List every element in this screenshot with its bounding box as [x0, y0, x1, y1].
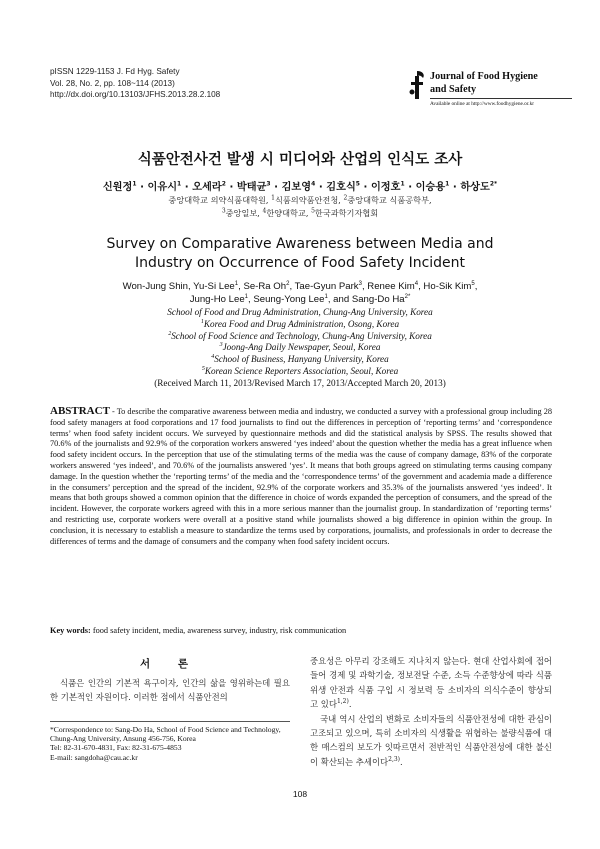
- en-aff-text: School of Food and Drug Administration, Chung-Ang University, Korea: [167, 307, 433, 317]
- en-author: Jung-Ho Lee: [189, 294, 245, 305]
- english-title-line2: Industry on Occurrence of Food Safety Incident: [134, 255, 466, 271]
- korean-authors: 신원정$^1$ · 이유시$^1$ · 오세라$^2$ · 박태균$^3$ · 김보영$^4$ · 김호식$^5$ · 이정호$^1$ · 이승용$^1$ · 하상도$^{2*}$: [102, 180, 498, 193]
- available-online[interactable]: Available online at http://www.foodhygiene.or.kr: [430, 101, 534, 107]
- logo-divider: [430, 98, 572, 99]
- page-number: 108: [292, 789, 308, 799]
- en-aff-text: School of Business, Hanyang University, Korea: [214, 354, 389, 365]
- en-aff-line: [0, 342, 600, 354]
- correspondence-footnote: [50, 725, 296, 762]
- ko-aff-text: 중앙일보,: [225, 208, 263, 218]
- intro-text: 국내 역시 산업의 변화로 소비자들의 식품안전성에 대한 관심이 고조되고 있으며, 특히 소비자의 식생활을 위협하는 불량식품에 대한 매스컴의 보도가 잇따르면서 전반적인 식품안전성에 대한 불신이 확산되는 추세이다: [310, 713, 552, 767]
- received-dates: (Received March 11, 2013/Revised March 17, 2013/Accepted March 20, 2013): [154, 377, 446, 388]
- ko-author-sup: 1: [445, 180, 450, 188]
- ko-aff-text: 한양대학교,: [266, 208, 312, 218]
- english-authors: [0, 280, 600, 306]
- issn-line: pISSN 1229-1153 J. Fd Hyg. Safety: [50, 67, 180, 76]
- en-author: , Se-Ra Oh: [238, 281, 287, 292]
- ko-aff-sup: 2: [343, 194, 348, 202]
- keywords-label: Key words:: [50, 626, 91, 635]
- ko-author: 김보영: [281, 182, 312, 193]
- en-author: , and Sang-Do Ha: [327, 294, 405, 305]
- footnote-line: Tel: 82-31-670-4831, Fax: 82-31-675-4853: [50, 743, 182, 753]
- en-author: , Renee Kim: [361, 281, 415, 292]
- ko-aff-sup: 3: [221, 207, 226, 215]
- ko-author: 이유시: [147, 182, 178, 193]
- ko-author-sup: 4: [311, 180, 316, 188]
- ko-author: 신원정: [102, 182, 133, 193]
- en-aff-line: [0, 319, 600, 331]
- en-aff-text: Korea Food and Drug Administration, Osong, Korea: [203, 318, 400, 329]
- en-authors-line2: [0, 293, 600, 306]
- ko-author: 하상도: [460, 182, 490, 193]
- ko-author: 김호식: [326, 182, 356, 193]
- keywords-text: food safety incident, media, awareness survey, industry, risk communication: [90, 626, 347, 635]
- ko-author-sup: 2*: [489, 180, 498, 188]
- en-author-sup: 1: [234, 280, 239, 287]
- en-author-sup: 4: [414, 280, 419, 287]
- ko-author: 이승용: [415, 182, 446, 193]
- volume-line: Vol. 28, No. 2, pp. 108~114 (2013): [50, 78, 175, 88]
- ko-aff-text: 한국과학기자협회: [314, 208, 379, 218]
- footnote-email[interactable]: E-mail: sangdoha@cau.ac.kr: [50, 752, 138, 762]
- ko-author-sup: 5: [355, 180, 360, 188]
- intro-paragraph: [310, 654, 552, 712]
- en-author-sup: 2*: [404, 293, 411, 300]
- ko-author: 이정호: [370, 182, 401, 193]
- en-aff-sup: 2: [168, 330, 172, 337]
- journal-citation: [50, 66, 220, 101]
- ko-author: 오세라: [192, 182, 222, 193]
- en-aff-text: Joong-Ang Daily Newspaper, Seoul, Korea: [222, 342, 381, 353]
- journal-name-line2: and Safety: [430, 84, 477, 95]
- en-author: , Tae-Gyun Park: [289, 281, 359, 292]
- ko-aff-sup: 4: [262, 207, 267, 215]
- en-author: Won-Jung Shin, Yu-Si Lee: [122, 281, 235, 292]
- en-aff-line: [0, 354, 600, 366]
- abstract: [50, 406, 552, 547]
- en-author: , Seung-Yong Lee: [248, 294, 325, 305]
- doi-link[interactable]: http://dx.doi.org/10.13103/JFHS.2013.28.2.108: [50, 90, 221, 99]
- en-aff-line: [0, 366, 600, 378]
- abstract-text: - To describe the comparative awareness between media and industry, we conducted a survey with a professional group including 28 food safety managers at food corporations and 17 food journalists to find out the differences in perception of ‘reporting terms’ and ‘correspondence terms’ when food safety incident occurs. We surveyed by questionnaire methods and did the statistical analysis by SPSS. The results showed that 70.6% of the journalists and 92.9% of the corporation workers answered ‘yes indeed’ about the question whether the media has a great influence when food safety incident occurs. In the perception that use of the stimulating terms of the media was the cause of company damage, 83% of the corporate workers answered ‘yes indeed’, and 70.6% of the journalists answered ‘yes’. It means that both groups agreed on stimulating terms causing company damage. In the question whether the ‘reporting terms’ of the media and the ‘correspondence terms’ of the government and academia made a difference in the consumers’ perception and the spread of the incident, 92.9% of the corporate workers and 35.3% of the journalists answered ‘yes indeed’. It means that both groups showed a common opinion that the difference in choice of words expanded the perception of consumers, and the spread of the incident. However, the corporate workers agreed with this in a more serious manner than the journalist group. In standardization of ‘reporting terms’ and restricting use, corporate workers were overall at a positive stand while journalists showed a big difference in opinion within the group. In conclusion, it is necessary to establish a measure to standardize the terms used by corporations, journalists, and professionals in order to decrease the differences of terms and the damage of consumers and the company when food safety incident occurs.: [50, 407, 552, 546]
- footnote-line: *Correspondence to: Sang-Do Ha, School of Food Science and Technology, Chung-Ang University, Ansung 456-756, Korea: [50, 725, 281, 744]
- en-aff-line: [0, 307, 600, 319]
- journal-name: [430, 70, 538, 96]
- intro-text: 중요성은 아무리 강조해도 지나치지 않는다. 현대 산업사회에 접어들어 경제 및 과학기술, 정보전달 수준, 소득 수준향상에 따라 식품 위생 안전과 식품 구입 시 정보력 등 소비자의 의식수준이 향상되고 있다: [310, 656, 552, 710]
- journal-mark-icon: [408, 70, 426, 100]
- intro-text: .: [400, 756, 403, 767]
- en-author-sup: 2: [286, 280, 290, 287]
- en-author-sup: 1: [324, 293, 328, 300]
- citation-ref[interactable]: 1,2): [336, 698, 349, 706]
- en-author-sup: 5: [471, 280, 475, 287]
- abstract-heading: ABSTRACT: [50, 405, 110, 417]
- en-aff-text: School of Food Science and Technology, Chung-Ang University, Korea: [171, 330, 432, 341]
- en-author-sup: 3: [358, 280, 362, 287]
- ko-author-sup: 1: [177, 180, 182, 188]
- intro-left-column: 식품은 인간의 기본적 욕구이자, 인간의 삶을 영위하는데 필요한 기본적인 자원이다. 이러한 점에서 식품안전의: [50, 678, 290, 703]
- en-author: , Ho-Sik Kim: [418, 281, 472, 292]
- english-affiliations: [0, 307, 600, 390]
- ko-aff-text: 중앙대학교 의약식품대학원,: [168, 195, 272, 205]
- intro-text: .: [348, 699, 352, 710]
- section-heading: 서 론: [140, 658, 200, 670]
- en-aff-sup: 1: [200, 318, 204, 325]
- ko-aff-sup: 1: [271, 194, 275, 202]
- journal-name-line1: Journal of Food Hygiene: [430, 71, 538, 82]
- ko-aff-line1: [0, 194, 600, 207]
- en-aff-text: Korean Science Reporters Association, Seoul, Korea: [204, 365, 399, 376]
- ko-author-sup: 1: [132, 180, 137, 188]
- keywords: [50, 626, 552, 635]
- korean-affiliations: [0, 194, 600, 220]
- footnote-divider: [50, 721, 290, 722]
- ko-aff-line2: [0, 207, 600, 220]
- ko-aff-text: 중앙대학교 식품공학부,: [347, 195, 432, 205]
- citation-ref[interactable]: 2,3): [388, 756, 401, 764]
- ko-author-sup: 1: [400, 180, 405, 188]
- ko-author-sup: 2: [221, 180, 226, 188]
- en-aff-sup: 4: [211, 354, 215, 361]
- ko-aff-sup: 5: [311, 207, 315, 215]
- ko-author: 박태균: [236, 182, 267, 193]
- english-title: [0, 235, 600, 273]
- en-author-sup: 1: [244, 293, 248, 300]
- intro-right-column: [310, 654, 552, 769]
- ko-author-sup: 3: [266, 180, 271, 188]
- korean-title: 식품안전사건 발생 시 미디어와 산업의 인식도 조사: [137, 152, 463, 168]
- intro-paragraph: [310, 712, 552, 770]
- ko-aff-text: 식품의약품안전청,: [274, 195, 344, 205]
- en-aff-sup: 5: [201, 365, 205, 372]
- en-aff-line: [0, 331, 600, 343]
- en-authors-line1: Won-Jung Shin, Yu-Si Lee$^1$, Se-Ra Oh$^2$, Tae-Gyun Park$^3$, Renee Kim$^4$, Ho-Sik Kim$^5$,: [122, 280, 478, 292]
- en-aff-sup: 3: [219, 342, 223, 349]
- english-title-line1: Survey on Comparative Awareness between Media and: [106, 236, 494, 252]
